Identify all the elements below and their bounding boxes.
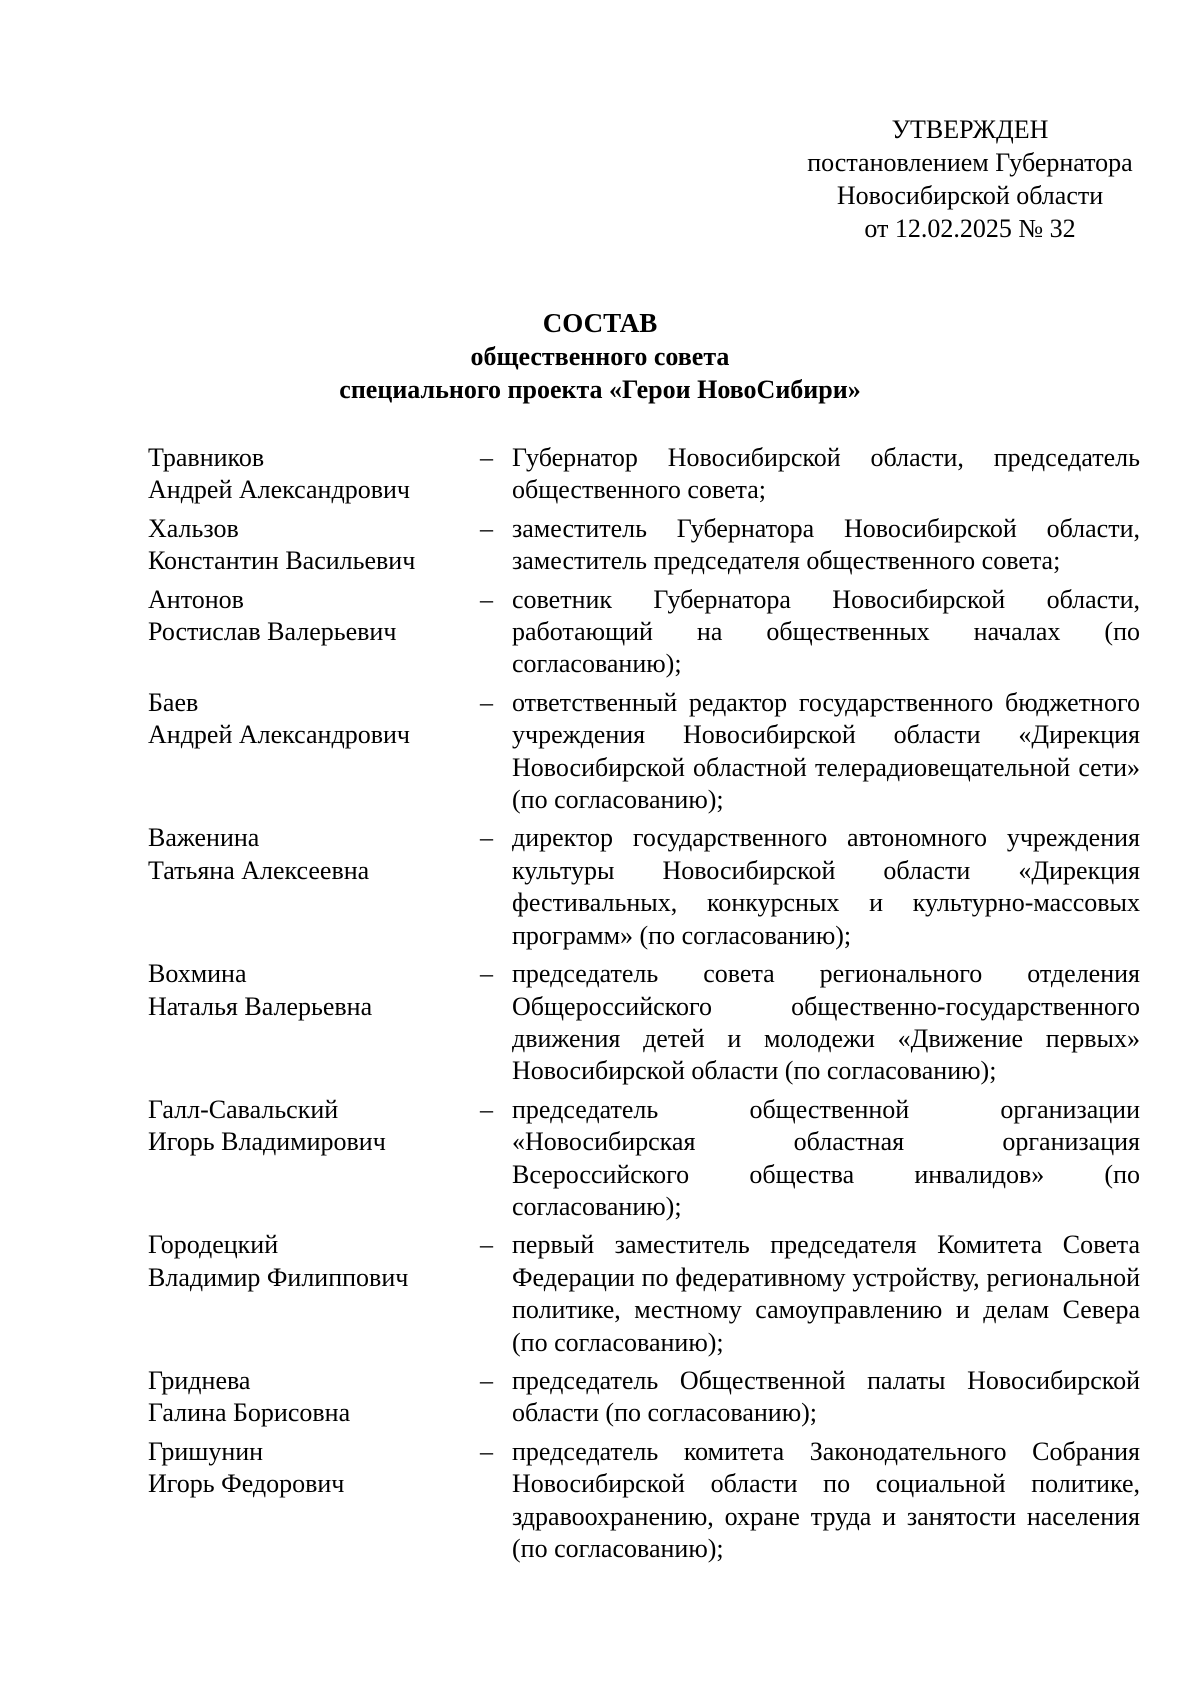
member-role: председатель Общественной палаты Новосибирской области (по согласованию); (512, 1365, 1140, 1428)
member-dash: – (480, 1094, 493, 1124)
member-surname: Важенина (148, 823, 260, 853)
member-name (148, 822, 480, 887)
member-name (148, 584, 480, 649)
member-row (148, 1094, 1140, 1224)
member-row (148, 584, 1140, 681)
member-dash: – (480, 584, 493, 614)
member-role: председатель совета регионального отделения Общероссийского общественно-государственного движения детей и молодежи «Движение первых» Новосибирской области (по согласованию); (512, 959, 1140, 1086)
approval-region: Новосибирской области (836, 181, 1104, 210)
member-role: первый заместитель председателя Комитета Совета Федерации по федеративному устройству, региональной политике, местному самоуправлению и делам Севера (по согласованию); (512, 1230, 1140, 1357)
member-given-names: Галина Борисовна (148, 1398, 351, 1428)
approval-basis: постановлением Губернатора (807, 148, 1133, 177)
member-surname: Галл-Савальский (148, 1094, 339, 1124)
member-role: председатель общественной организации «Новосибирская областная организация Всероссийского общества инвалидов» (по согласованию); (512, 1094, 1140, 1221)
member-name (148, 513, 480, 578)
member-role: директор государственного автономного учреждения культуры Новосибирской области «Дирекция фестивальных, конкурсных и культурно-массовых программ» (по согласованию); (512, 823, 1140, 950)
member-dash: – (480, 959, 493, 989)
member-name (148, 687, 480, 752)
member-given-names: Татьяна Алексеевна (148, 855, 370, 885)
members-list (148, 442, 1140, 1571)
member-role: заместитель Губернатора Новосибирской области, заместитель председателя общественного совета; (512, 513, 1140, 576)
member-dash: – (480, 1230, 493, 1260)
member-name (148, 1436, 480, 1501)
member-name (148, 1094, 480, 1159)
member-surname: Вохмина (148, 959, 247, 989)
approval-date-number: от 12.02.2025 № 32 (864, 214, 1076, 243)
member-given-names: Ростислав Валерьевич (148, 617, 397, 647)
member-dash: – (480, 687, 493, 717)
member-row (148, 513, 1140, 578)
member-role: советник Губернатора Новосибирской области, работающий на общественных началах (по согласованию); (512, 584, 1140, 679)
member-row (148, 442, 1140, 507)
member-surname: Городецкий (148, 1230, 279, 1260)
member-role: ответственный редактор государственного бюджетного учреждения Новосибирской области «Дирекция Новосибирской областной телерадиовещательной сети» (по согласованию); (512, 687, 1140, 815)
member-surname: Антонов (148, 584, 244, 614)
member-dash: – (480, 513, 493, 543)
document-subtitle-project: специального проекта «Герои НовоСибири» (339, 375, 861, 404)
member-given-names: Наталья Валерьевна (148, 991, 373, 1021)
approval-stamp (700, 113, 1200, 245)
member-dash: – (480, 1365, 493, 1395)
member-row (148, 687, 1140, 817)
member-name (148, 442, 480, 507)
member-given-names: Владимир Филиппович (148, 1262, 409, 1292)
member-row (148, 958, 1140, 1088)
member-name (148, 1365, 480, 1430)
member-row (148, 1365, 1140, 1430)
member-name (148, 1229, 480, 1294)
document-heading (0, 307, 1200, 406)
member-surname: Гриднева (148, 1365, 251, 1395)
member-dash: – (480, 1436, 493, 1466)
document-subtitle: общественного совета (470, 342, 730, 371)
member-dash: – (480, 823, 493, 853)
approval-status: УТВЕРЖДЕН (891, 115, 1049, 144)
document-title: СОСТАВ (542, 308, 658, 338)
member-given-names: Игорь Федорович (148, 1469, 345, 1499)
member-row (148, 822, 1140, 952)
member-surname: Травников (148, 443, 265, 472)
member-given-names: Игорь Владимирович (148, 1127, 386, 1157)
member-row (148, 1436, 1140, 1566)
member-role: председатель комитета Законодательного Собрания Новосибирской области по социальной политике, здравоохранению, охране труда и занятости населения (по согласованию); (512, 1436, 1140, 1563)
member-given-names: Андрей Александрович (148, 475, 410, 505)
member-given-names: Константин Васильевич (148, 546, 416, 576)
member-surname: Гришунин (148, 1436, 264, 1466)
member-surname: Баев (148, 687, 199, 717)
member-given-names: Андрей Александрович (148, 720, 410, 750)
member-role: Губернатор Новосибирской области, председатель общественного совета; (512, 443, 1140, 505)
member-surname: Хальзов (148, 513, 239, 543)
member-dash: – (480, 443, 493, 472)
member-name (148, 958, 480, 1023)
member-row (148, 1229, 1140, 1359)
